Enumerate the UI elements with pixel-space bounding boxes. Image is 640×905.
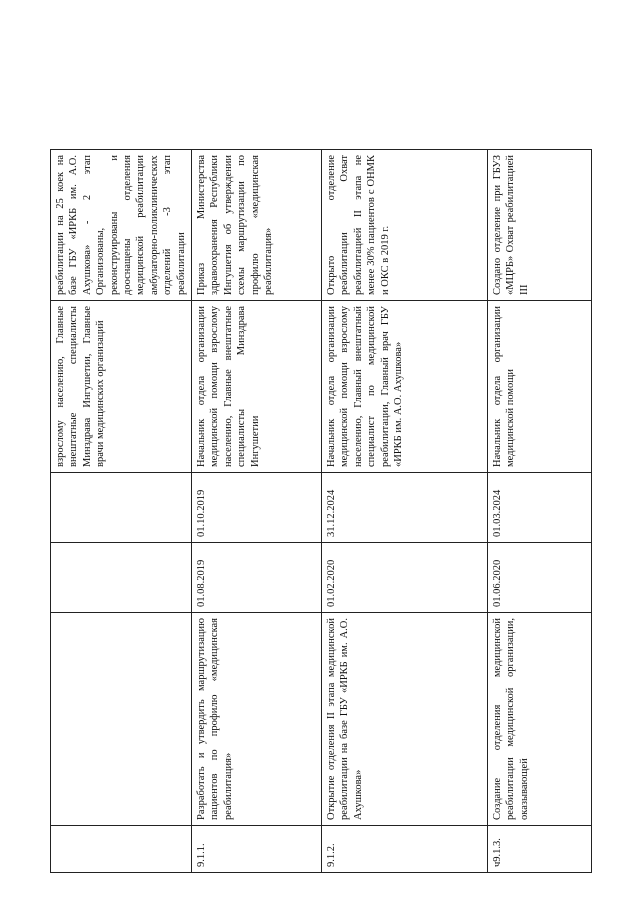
rotated-table-wrapper [50, 150, 580, 873]
cell-start-date: 01.02.2020 [322, 543, 488, 613]
cell-responsible: Начальник отдела организации медицинской помощи [488, 301, 592, 473]
cell-event [51, 613, 192, 826]
plan-table [50, 149, 592, 873]
cell-start-date: 01.08.2019 [192, 543, 322, 613]
cell-result: Создано отделение при ГБУЗ «МЦРБ» Охват реабилитацией III [488, 150, 592, 301]
cell-number: 9.1.2. [322, 826, 488, 873]
cell-end-date [51, 473, 192, 543]
cell-start-date: 01.06.2020 [488, 543, 592, 613]
cell-result: Открыто отделение реабилитации Охват реабилитацией II этапа не менее 30% пациентов с ОНМК и ОКС в 2019 г. [322, 150, 488, 301]
table-row [488, 150, 592, 873]
cell-end-date: 01.03.2024 [488, 473, 592, 543]
cell-number: 9.1.1. [192, 826, 322, 873]
cell-end-date: 31.12.2024 [322, 473, 488, 543]
table-row [322, 150, 488, 873]
cell-number: ч9.1.3. [488, 826, 592, 873]
cell-responsible: взрослому населению, Главные внештатные специалисты Минздрава Ингушетии, Главные врачи медицинских организаций [51, 301, 192, 473]
cell-event: Создание отделения медицинской реабилитации медицинской организации, оказывающей [488, 613, 592, 826]
cell-start-date [51, 543, 192, 613]
cell-result: Приказ Министерства здравоохранения Республики Ингушетия об утверждении схемы маршрутизации по профилю «медицинская реабилитация» [192, 150, 322, 301]
cell-event: Разработать и утвердить маршрутизацию пациентов по профилю «медицинская реабилитация» [192, 613, 322, 826]
cell-event: Открытие отделения II этапа медицинской реабилитации на базе ГБУ «ИРКБ им. А.О. Ахушкова» [322, 613, 488, 826]
cell-end-date: 01.10.2019 [192, 473, 322, 543]
cell-number [51, 826, 192, 873]
table-row [51, 150, 192, 873]
cell-responsible: Начальник отдела организации медицинской помощи взрослому населению, Главные внештатные специалисты Минздрава Ингушетии [192, 301, 322, 473]
cell-responsible: Начальник отдела организации медицинской помощи взрослому населению, Главный внештатный специалист по медицинской реабилитации, Главный врач ГБУ «ИРКБ им. А.О. Ахушкова» [322, 301, 488, 473]
cell-result: реабилитации на 25 коек на базе ГБУ «ИРКБ им. А.О. Ахушкова» - 2 этап Организованы, реконструированы и дооснащены отделения медицинской реабилитации амбулаторно-поликлинических отделений -3 этап реабилитации [51, 150, 192, 301]
table-row [192, 150, 322, 873]
